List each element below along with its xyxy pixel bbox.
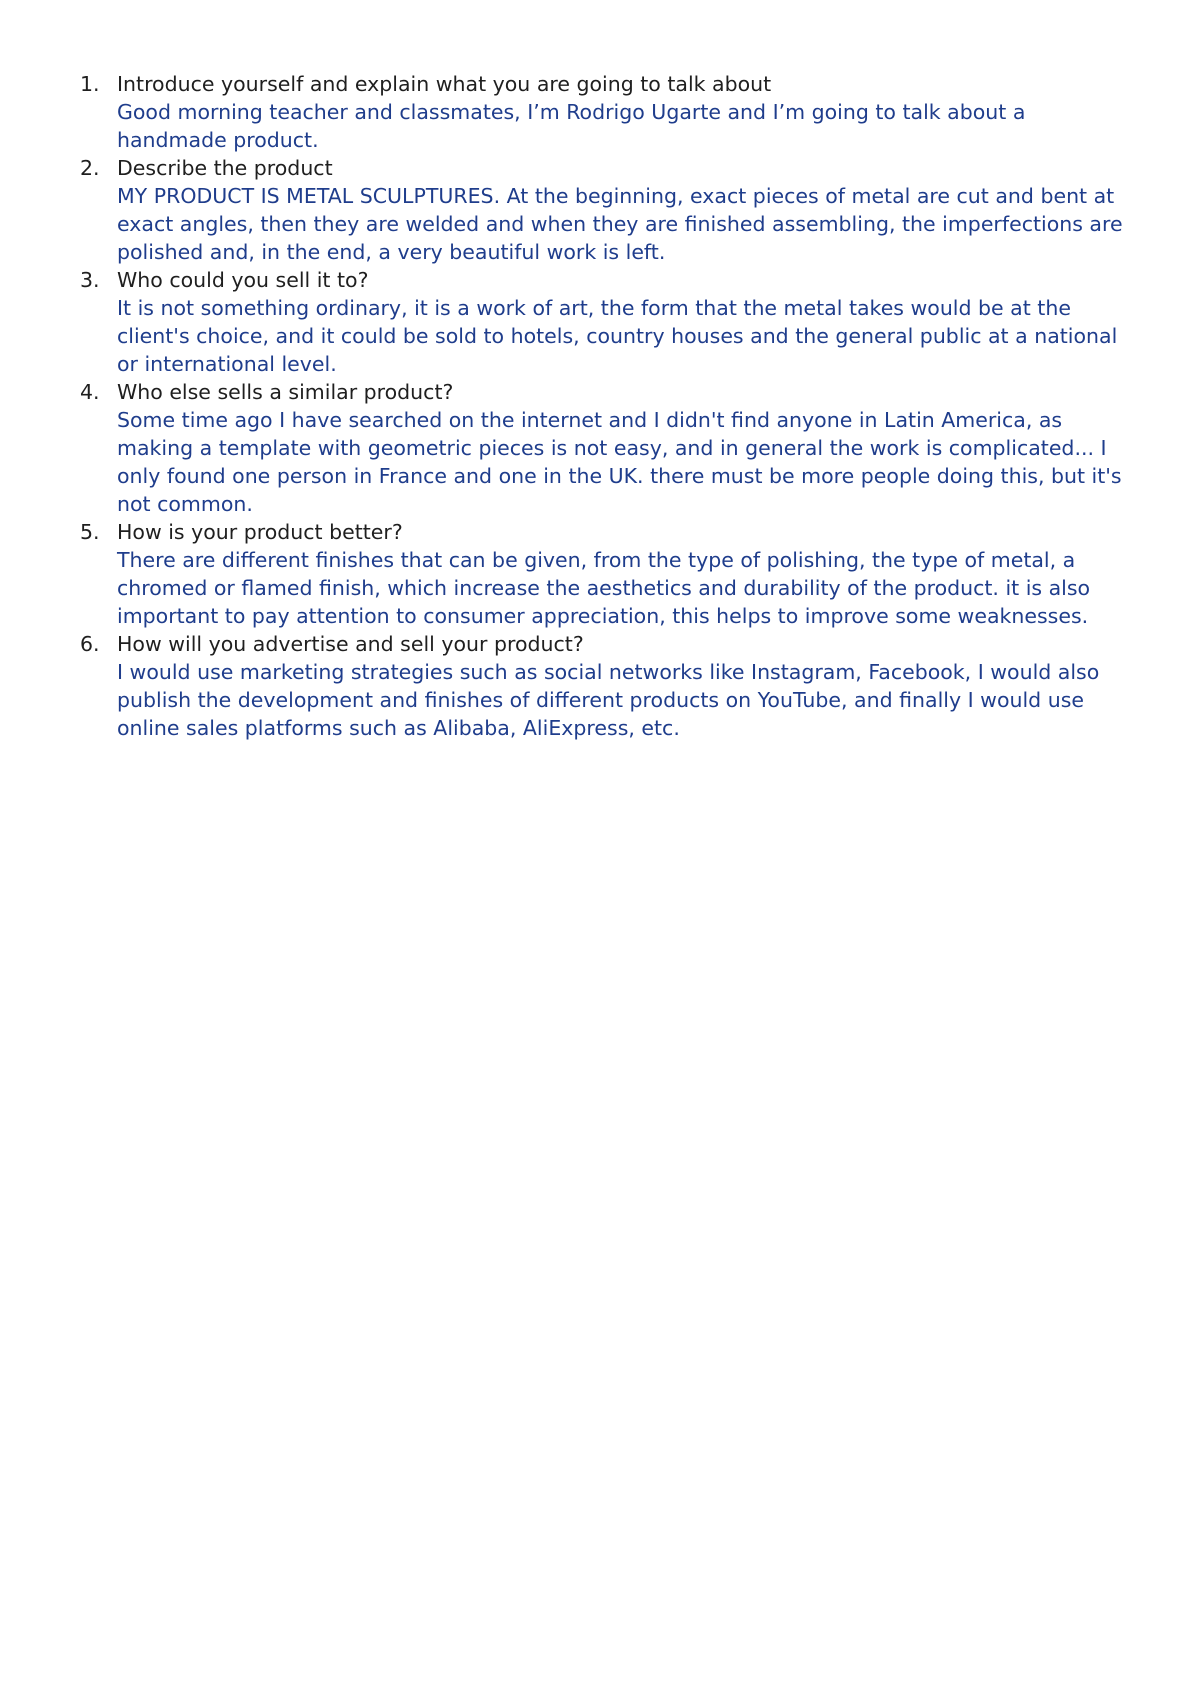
question-text: How is your product better?: [117, 520, 403, 544]
item-number: 3.: [80, 268, 100, 292]
item-number: 6.: [80, 632, 100, 656]
answer-text: There are different finishes that can be given, from the type of polishing, the type of metal, a chromed or flamed finish, which increase the aesthetics and durability of the product. it is also important to pay attention to consumer appreciation, this helps to improve some weaknesses.: [117, 548, 1091, 628]
answer-text: I would use marketing strategies such as social networks like Instagram, Facebook, I would also publish the development and finishes of different products on YouTube, and finally I would use online sales platforms such as Alibaba, AliExpress, etc.: [117, 660, 1100, 740]
item-number: 5.: [80, 520, 100, 544]
list-item: [80, 518, 1140, 630]
answer-text: It is not something ordinary, it is a work of art, the form that the metal takes would be at the client's choice, and it could be sold to hotels, country houses and the general public at a national or international level.: [117, 296, 1118, 376]
item-number: 1.: [80, 72, 100, 96]
item-number: 4.: [80, 380, 100, 404]
list-item: [80, 70, 1140, 154]
list-item: [80, 266, 1140, 378]
answer-text: MY PRODUCT IS METAL SCULPTURES. At the beginning, exact pieces of metal are cut and bent at exact angles, then they are welded and when they are finished assembling, the imperfections are polished and, in the end, a very beautiful work is left.: [117, 184, 1123, 264]
question-text: How will you advertise and sell your product?: [117, 632, 584, 656]
item-number: 2.: [80, 156, 100, 180]
answer-text: Some time ago I have searched on the internet and I didn't find anyone in Latin America, as making a template with geometric pieces is not easy, and in general the work is complicated... I only found one person in France and one in the UK. there must be more people doing this, but it's not common.: [117, 408, 1122, 516]
list-item: [80, 154, 1140, 266]
question-answer-list: [80, 70, 1140, 742]
list-item: [80, 630, 1140, 742]
question-text: Who could you sell it to?: [117, 268, 369, 292]
question-text: Introduce yourself and explain what you are going to talk about: [117, 72, 772, 96]
answer-text: Good morning teacher and classmates, I’m Rodrigo Ugarte and I’m going to talk about a handmade product.: [117, 100, 1026, 152]
question-text: Who else sells a similar product?: [117, 380, 454, 404]
list-item: [80, 378, 1140, 518]
question-text: Describe the product: [117, 156, 333, 180]
